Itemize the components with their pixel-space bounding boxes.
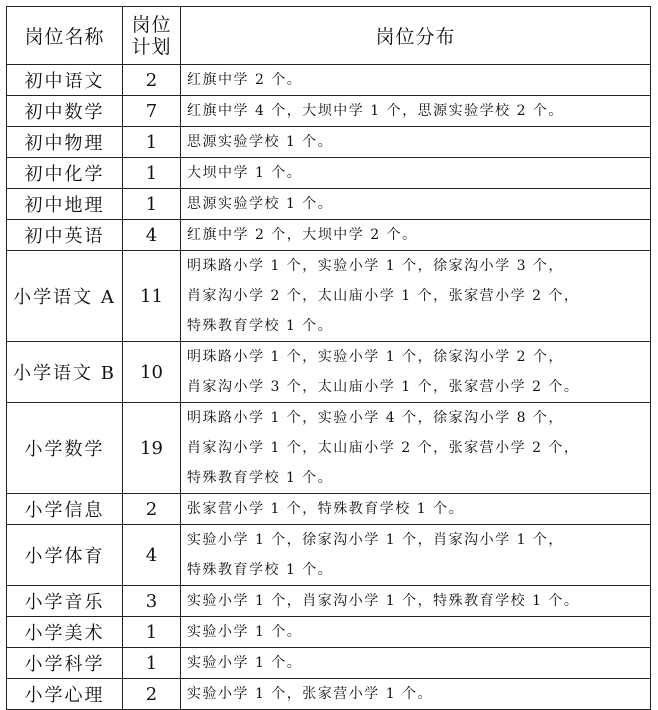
header-plan-line2: 计划 — [131, 35, 172, 58]
position-name-cell: 小学心理 — [7, 679, 123, 710]
table-row — [7, 586, 651, 617]
position-plan-cell: 11 — [123, 251, 181, 342]
position-distribution-cell — [181, 648, 651, 679]
table-row — [7, 494, 651, 525]
table-header-row — [7, 7, 651, 65]
table-row — [7, 251, 651, 342]
position-distribution-cell — [181, 220, 651, 251]
position-name-cell: 小学体育 — [7, 525, 123, 586]
table-row — [7, 342, 651, 403]
distribution-line: 明珠路小学 1 个，实验小学 4 个，徐家沟小学 8 个， — [187, 410, 564, 426]
position-plan-cell: 4 — [123, 220, 181, 251]
position-distribution-cell — [181, 189, 651, 220]
position-plan-cell: 2 — [123, 679, 181, 710]
position-distribution-cell — [181, 342, 651, 403]
table-row — [7, 525, 651, 586]
position-plan-cell: 19 — [123, 403, 181, 494]
position-distribution-cell — [181, 525, 651, 586]
position-plan-cell: 1 — [123, 617, 181, 648]
position-name-cell: 小学语文 B — [7, 342, 123, 403]
position-name-cell: 小学信息 — [7, 494, 123, 525]
position-name-cell: 初中数学 — [7, 96, 123, 127]
table-row — [7, 617, 651, 648]
distribution-line: 实验小学 1 个，徐家沟小学 1 个，肖家沟小学 1 个， — [187, 532, 564, 548]
position-distribution-cell — [181, 403, 651, 494]
distribution-line: 肖家沟小学 3 个，太山庙小学 1 个，张家营小学 2 个。 — [187, 379, 580, 395]
position-name-cell: 小学科学 — [7, 648, 123, 679]
distribution-line: 特殊教育学校 1 个。 — [187, 318, 334, 334]
position-distribution-cell — [181, 679, 651, 710]
position-distribution-cell — [181, 586, 651, 617]
position-plan-cell: 3 — [123, 586, 181, 617]
position-distribution-cell — [181, 617, 651, 648]
position-name-cell: 初中英语 — [7, 220, 123, 251]
distribution-line: 红旗中学 2 个。 — [187, 72, 303, 88]
position-distribution-cell — [181, 96, 651, 127]
distribution-line: 实验小学 1 个。 — [187, 655, 303, 671]
header-position-distribution: 岗位分布 — [181, 7, 651, 65]
position-name-cell: 初中地理 — [7, 189, 123, 220]
distribution-line: 大坝中学 1 个。 — [187, 165, 303, 181]
position-plan-cell: 1 — [123, 648, 181, 679]
position-name-cell: 初中物理 — [7, 127, 123, 158]
table-row — [7, 679, 651, 710]
table-body — [7, 65, 651, 710]
distribution-line: 实验小学 1 个，张家营小学 1 个。 — [187, 686, 434, 702]
header-plan-line1: 岗位 — [131, 13, 172, 36]
distribution-line: 特殊教育学校 1 个。 — [187, 470, 334, 486]
table-row — [7, 403, 651, 494]
position-plan-cell: 10 — [123, 342, 181, 403]
distribution-line: 实验小学 1 个。 — [187, 624, 303, 640]
table-row — [7, 648, 651, 679]
table-row — [7, 189, 651, 220]
position-plan-cell: 1 — [123, 189, 181, 220]
position-plan-cell: 1 — [123, 127, 181, 158]
position-plan-cell: 2 — [123, 65, 181, 96]
distribution-line: 明珠路小学 1 个，实验小学 1 个，徐家沟小学 2 个， — [187, 349, 564, 365]
position-name-cell: 小学数学 — [7, 403, 123, 494]
position-name-cell: 小学语文 A — [7, 251, 123, 342]
position-plan-cell: 7 — [123, 96, 181, 127]
position-name-cell: 小学美术 — [7, 617, 123, 648]
distribution-line: 红旗中学 4 个，大坝中学 1 个，思源实验学校 2 个。 — [187, 103, 564, 119]
header-position-name: 岗位名称 — [7, 7, 123, 65]
table-row — [7, 127, 651, 158]
position-name-cell: 初中化学 — [7, 158, 123, 189]
position-plan-cell: 1 — [123, 158, 181, 189]
table-row — [7, 65, 651, 96]
table-row — [7, 158, 651, 189]
distribution-line: 实验小学 1 个，肖家沟小学 1 个，特殊教育学校 1 个。 — [187, 593, 580, 609]
position-distribution-cell — [181, 65, 651, 96]
position-name-cell: 初中语文 — [7, 65, 123, 96]
header-position-plan — [123, 7, 181, 65]
position-plan-cell: 4 — [123, 525, 181, 586]
position-distribution-cell — [181, 494, 651, 525]
position-distribution-cell — [181, 251, 651, 342]
distribution-line: 张家营小学 1 个，特殊教育学校 1 个。 — [187, 501, 465, 517]
distribution-line: 特殊教育学校 1 个。 — [187, 562, 334, 578]
position-distribution-cell — [181, 127, 651, 158]
position-name-cell: 小学音乐 — [7, 586, 123, 617]
distribution-line: 思源实验学校 1 个。 — [187, 134, 334, 150]
distribution-line: 肖家沟小学 1 个，太山庙小学 2 个，张家营小学 2 个， — [187, 440, 580, 456]
position-plan-cell: 2 — [123, 494, 181, 525]
position-distribution-cell — [181, 158, 651, 189]
table-row — [7, 96, 651, 127]
distribution-line: 红旗中学 2 个，大坝中学 2 个。 — [187, 227, 418, 243]
table-row — [7, 220, 651, 251]
distribution-line: 思源实验学校 1 个。 — [187, 196, 334, 212]
distribution-line: 肖家沟小学 2 个，太山庙小学 1 个，张家营小学 2 个， — [187, 288, 580, 304]
position-table — [6, 6, 651, 710]
distribution-line: 明珠路小学 1 个，实验小学 1 个，徐家沟小学 3 个， — [187, 258, 564, 274]
